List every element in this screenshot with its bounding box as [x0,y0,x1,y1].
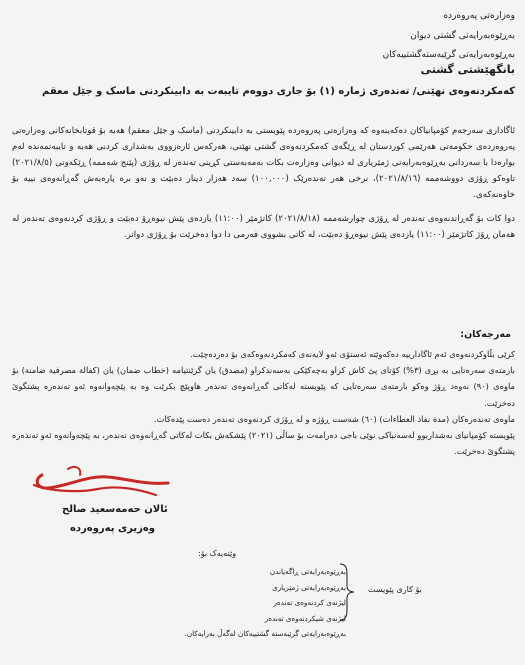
body-text [12,123,515,243]
conditions-title: مەرجەکان: [460,329,511,340]
cc-item: لیژنەی شیکردنەوەی تەندەر [264,613,346,623]
cc-brace [338,562,356,622]
condition-item: پێویستە کۆمپانیای بەشداربوو لەسەنباکی نوێی باجی دەرامەت بۆ ساڵی (٢٠٢١) پێشکەش بکات لەکاتی گەڕانەوەی تەندەر، بە پێچەوانەوە ئەو تەندەرە پشتگوێ دەخرێت. [12,430,515,457]
body-paragraph-1: ئاگاداری سەرجەم کۆمپانیاکان دەکەینەوە کە وەزارەتی پەروەردە پێویستی بە دابینکردنی (ماسک و جێل معقم) هەیە بۆ قوتابخانەکانی وەزارەتی پەروەردەی حکومەتی هەرێمی کوردستان لە ڕێگەی کەمکردنەوەی گشتی نهێنی، هەرکەس ئارەزووی بەشداری کردنی هەیە و تایبەتمەندە لەم بوارەدا با سەردانی بەڕێوەبەرایەتی ژمێریاری لە دیوانی وەزارەت بکات بەمەبەستی کڕینی تەندەر لە ڕۆژی (پێنج شەممە) ڕێکەوتی (٢٠٢١/٨/٥) تاوەکو ڕۆژی دووشەممە (٢٠٢١/٨/١٦)، نرخی هەر تەندەرێک (١٠٠,٠٠٠) سەد هەزار دینار دەبێت و نەو برە پارەیەش گەڕانەوەی نییە بۆ خاوەنەکەی. [12,126,515,200]
body-paragraph-2: دوا کات بۆ گەڕاندنەوەی تەندەر لە ڕۆژی چوارشەممە (٢٠٢١/٨/١٨) کاتژمێر (١١:٠٠) یازدەی پێش نیوەڕۆ دەبێت و ڕۆژی کردنەوەی تەندەر لە هەمان ڕۆژ کاتژمێر (١١:٠٠) یازدەی پێش نیوەڕۆ دەبێت، لە کاتی بشووی فەرمی دا دوا دەخرێت بۆ ڕۆژی دواتر. [12,214,515,240]
signatory-name: ئالان حەمەسعید صالح [62,504,168,515]
cc-item: بەڕێوەبەرایەتی گرێبەستە گشتییەکان لەگەڵ بەرایەکان. [184,629,346,638]
cc-heading: وێنەیەک بۆ: [198,549,237,558]
condition-item: بارمتەی سەرەتایی بە بڕی (٣%) کۆتای پێ کاش کراو بەچەکێکی بەسەندکراو (مصدق) یان گرێنتیامە (خطاب ضمان) یان (کفالة مصرفیة ضامنة) بۆ ماوەی (٩٠) نەوەد ڕۆژ وەکو بارمتەی سەرەتایی کە پێویستە لەکاتی گەڕانەوەی تەندەر هاوپێچ بکرێت وە بە پێچەوانەوە ئەو تەندەرە پشتگوێ دەخرێت. [12,365,515,408]
cc-item: بەڕێوەبەرایەتی ژمێریاری [272,582,346,592]
notice-title: بانگهێشتی گشتی [420,63,515,76]
subject-line: کەمکردنەوەی نهێنی/ تەندەری ژمارە (١) بۆ جاری دووەم تایبەت بە دابینکردنی ماسک و جێل معقم [42,86,515,97]
cc-action-note: بۆ کاری پێویست [368,585,422,594]
condition-item: ماوەی تەندەرەکان (مدة نفاذ العطاءات) (٦٠) شەست ڕۆژە و لە ڕۆژی کردنەوەی تەندەر دەست پێدەکات. [153,413,515,424]
letterhead-contracts: بەڕێوەبەرایەتی گرێبەستەگشتییەکان [382,50,515,60]
letterhead-directorate: بەڕێوەبەرایەتی گشتی دیوان [410,31,515,41]
letterhead-ministry: وەزارەتی پەروەردە [443,11,515,21]
cc-item: لیژنەی کردنەوەی تەندەر [273,598,346,607]
signatory-title: وەزیری پەروەردە [70,523,155,534]
cc-list [184,564,346,642]
condition-item: کرێی بڵاوکردنەوەی ئەم ئاگادارییە دەکەوێتە ئەستۆی ئەو لایەنەی کەمکردنەوەکەی بۆ دەردەچێت. [189,349,515,359]
conditions-list [12,346,515,459]
handwritten-signature [28,455,178,510]
cc-item: بەڕێوەبەرایەتی ڕاگەیاندن [269,567,346,576]
letterhead [383,6,515,64]
